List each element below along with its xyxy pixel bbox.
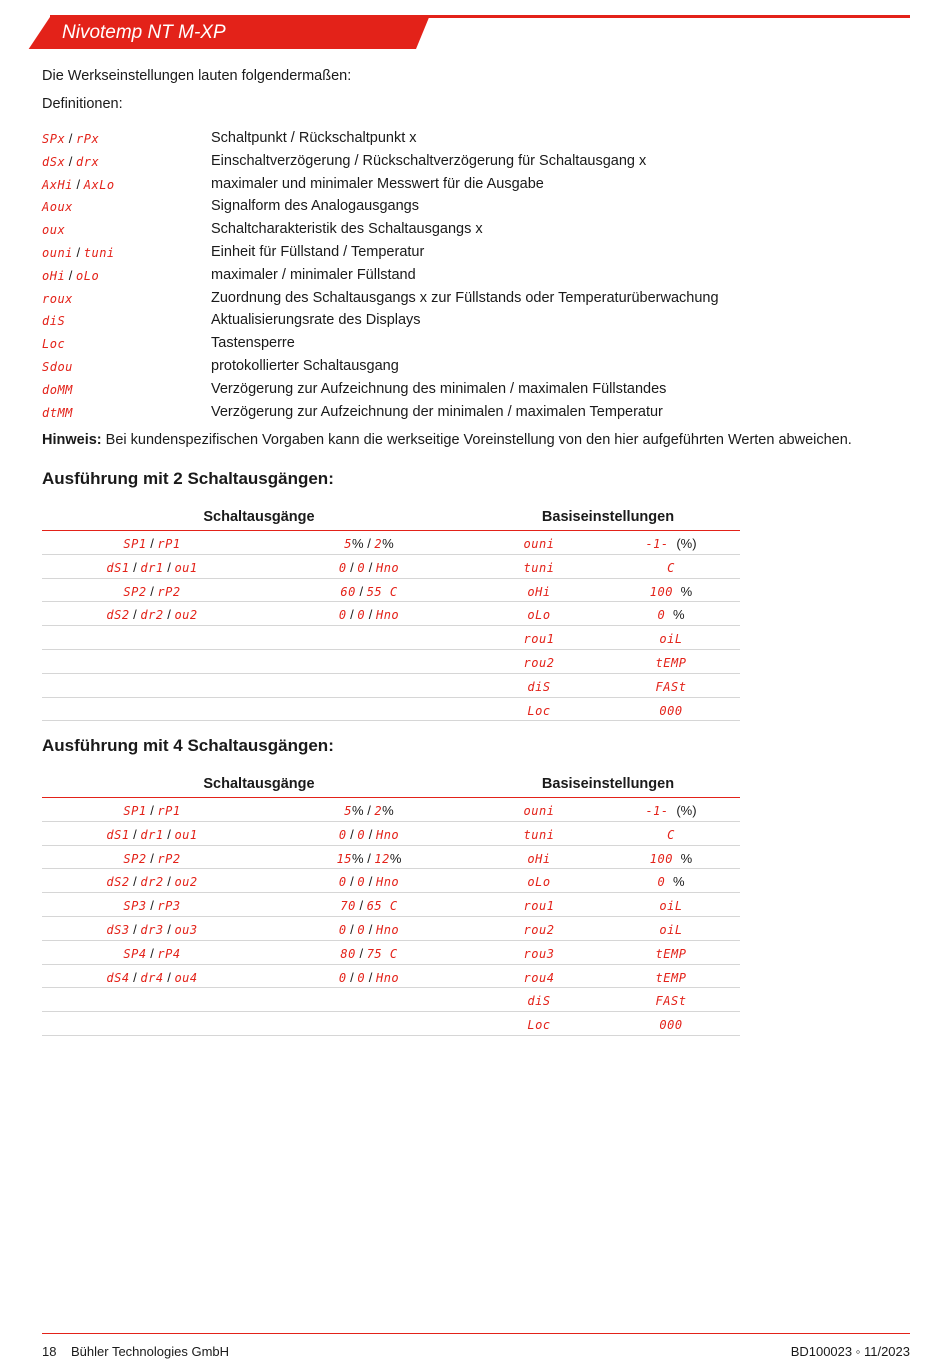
table-row (42, 822, 740, 846)
definition-description: Einheit für Füllstand / Temperatur (211, 243, 425, 260)
setting-name: tuni (523, 827, 555, 842)
setting-name: rou2 (523, 655, 555, 670)
table-row (42, 531, 740, 555)
setting-value: 0 % (657, 607, 685, 623)
parameter-value: 5% / 2% (344, 536, 394, 551)
definition-row (42, 242, 902, 265)
table-row (42, 965, 740, 989)
setting-name: tuni (523, 560, 555, 575)
page-number: 18 (42, 1344, 57, 1359)
table-row (42, 626, 740, 650)
setting-value: C (667, 560, 675, 575)
setting-value: 000 (659, 703, 683, 718)
parameter-name: dS2 / dr2 / ou2 (106, 874, 198, 890)
definition-description: Zuordnung des Schaltausgangs x zur Füllstands oder Temperaturüberwachung (211, 289, 719, 306)
setting-name: rou1 (523, 632, 555, 647)
definition-term: AxHi / AxLo (42, 176, 115, 192)
parameter-value: 0 / 0 / Hno (338, 874, 400, 890)
definition-term: doMM (42, 382, 73, 397)
table-body (42, 531, 740, 721)
parameter-value: 0 / 0 / Hno (338, 826, 400, 842)
setting-name: oHi (527, 851, 551, 866)
setting-name: oLo (527, 875, 551, 890)
setting-value: -1- (%) (645, 803, 697, 818)
table-row (42, 941, 740, 965)
parameter-value: 60 / 55 C (340, 583, 398, 599)
setting-value: tEMP (655, 970, 687, 985)
table-body (42, 798, 740, 1036)
parameter-name: SP2 / rP2 (123, 583, 181, 599)
parameter-value: 15% / 12% (336, 850, 402, 866)
setting-value: 100 % (649, 850, 693, 866)
table-row (42, 1012, 740, 1036)
table-row (42, 602, 740, 626)
definition-description: maximaler / minimaler Füllstand (211, 266, 416, 283)
setting-value: FASt (655, 994, 687, 1009)
table-row (42, 579, 740, 603)
definition-term: dSx / drx (42, 153, 100, 169)
setting-name: rou3 (523, 946, 555, 961)
parameter-name: dS1 / dr1 / ou1 (106, 826, 198, 842)
definition-row (42, 128, 902, 151)
col-switching-outputs: Schaltausgänge (203, 509, 315, 525)
setting-value: 100 % (649, 583, 693, 599)
table-row (42, 846, 740, 870)
definition-row (42, 219, 902, 242)
definition-term: diS (42, 314, 66, 329)
definitions-title: Definitionen: (42, 96, 123, 112)
settings-table-2-outputs (42, 506, 740, 721)
setting-name: Loc (527, 703, 551, 718)
setting-name: ouni (523, 804, 555, 818)
setting-value: FASt (655, 679, 687, 694)
col-switching-outputs: Schaltausgänge (203, 776, 315, 792)
table-row (42, 650, 740, 674)
definition-term: Aoux (42, 200, 73, 215)
setting-name: diS (527, 679, 551, 694)
parameter-name: SP1 / rP1 (123, 536, 181, 551)
definition-term: oHi / oLo (42, 267, 100, 283)
definition-term: oux (42, 223, 66, 238)
table-header (42, 773, 740, 798)
setting-name: oHi (527, 584, 551, 599)
intro-text: Die Werkseinstellungen lauten folgendermaßen: (42, 68, 352, 84)
definition-row (42, 151, 902, 174)
parameter-name: SP3 / rP3 (123, 898, 181, 914)
definition-term: roux (42, 291, 73, 306)
definition-term: SPx / rPx (42, 131, 100, 146)
setting-value: oiL (659, 899, 683, 914)
definition-description: Tastensperre (211, 335, 295, 352)
parameter-name: dS2 / dr2 / ou2 (106, 607, 198, 623)
parameter-value: 0 / 0 / Hno (338, 607, 400, 623)
section-2-outputs-title: Ausführung mit 2 Schaltausgängen: (42, 469, 334, 488)
setting-value: oiL (659, 632, 683, 647)
definition-row (42, 265, 902, 288)
setting-name: rou1 (523, 899, 555, 914)
definition-row (42, 356, 902, 379)
definition-row (42, 379, 902, 402)
parameter-name: dS1 / dr1 / ou1 (106, 559, 198, 575)
parameter-name: SP2 / rP2 (123, 850, 181, 866)
parameter-value: 5% / 2% (344, 803, 394, 818)
note (42, 432, 852, 448)
table-header (42, 506, 740, 531)
table-row (42, 798, 740, 822)
parameter-name: SP4 / rP4 (123, 945, 181, 961)
parameter-value: 0 / 0 / Hno (338, 921, 400, 937)
definition-row (42, 288, 902, 311)
definition-row (42, 333, 902, 356)
setting-name: oLo (527, 608, 551, 623)
definition-row (42, 196, 902, 219)
section-4-outputs-title: Ausführung mit 4 Schaltausgängen: (42, 736, 334, 755)
setting-value: tEMP (655, 655, 687, 670)
definition-description: protokollierter Schaltausgang (211, 357, 399, 374)
definition-description: Aktualisierungsrate des Displays (211, 312, 421, 329)
definition-description: maximaler und minimaler Messwert für die Ausgabe (211, 175, 544, 192)
table-row (42, 555, 740, 579)
note-text: Bei kundenspezifischen Vorgaben kann die werkseitige Voreinstellung von den hier aufgeführten Werten abweichen. (101, 432, 852, 448)
table-row (42, 869, 740, 893)
parameter-value: 80 / 75 C (340, 945, 398, 961)
table-row (42, 893, 740, 917)
parameter-name: dS3 / dr3 / ou3 (106, 921, 198, 937)
col-basic-settings: Basiseinstellungen (541, 776, 675, 792)
setting-value: C (667, 827, 675, 842)
table-row (42, 698, 740, 722)
parameter-value: 0 / 0 / Hno (338, 969, 400, 985)
setting-value: 000 (659, 1018, 683, 1033)
setting-value: -1- (%) (645, 536, 697, 551)
definition-row (42, 402, 902, 425)
definition-description: Schaltcharakteristik des Schaltausgangs x (211, 221, 483, 238)
definition-row (42, 174, 902, 197)
table-row (42, 674, 740, 698)
parameter-name: dS4 / dr4 / ou4 (106, 969, 198, 985)
definition-description: Einschaltverzögerung / Rückschaltverzögerung für Schaltausgang x (211, 152, 647, 169)
col-basic-settings: Basiseinstellungen (541, 509, 675, 525)
definition-row (42, 310, 902, 333)
parameter-name: SP1 / rP1 (123, 803, 181, 818)
setting-name: ouni (523, 537, 555, 551)
settings-table-4-outputs (42, 773, 740, 1036)
setting-value: oiL (659, 922, 683, 937)
definition-description: Verzögerung zur Aufzeichnung der minimalen / maximalen Temperatur (211, 403, 663, 420)
footer-rule (42, 1333, 910, 1334)
setting-name: rou2 (523, 922, 555, 937)
definition-term: ouni / tuni (42, 244, 115, 260)
note-label: Hinweis: (42, 432, 102, 448)
definition-description: Verzögerung zur Aufzeichnung des minimalen / maximalen Füllstandes (211, 380, 667, 397)
definition-term: Sdou (42, 359, 73, 374)
setting-name: diS (527, 994, 551, 1009)
definition-description: Schaltpunkt / Rückschaltpunkt x (211, 130, 417, 146)
setting-name: Loc (527, 1018, 551, 1033)
document-id: BD100023 ◦ 11/2023 (790, 1344, 910, 1359)
definition-term: dtMM (42, 405, 73, 420)
definition-description: Signalform des Analogausgangs (211, 198, 419, 215)
setting-value: 0 % (657, 874, 685, 890)
setting-name: rou4 (523, 970, 555, 985)
definition-term: Loc (42, 337, 66, 352)
table-row (42, 917, 740, 941)
setting-value: tEMP (655, 946, 687, 961)
parameter-value: 0 / 0 / Hno (338, 559, 400, 575)
parameter-value: 70 / 65 C (340, 898, 398, 914)
definitions-list (42, 128, 902, 424)
table-row (42, 988, 740, 1012)
company-name: Bühler Technologies GmbH (71, 1344, 230, 1359)
document-title: Nivotemp NT M-XP (62, 22, 226, 43)
